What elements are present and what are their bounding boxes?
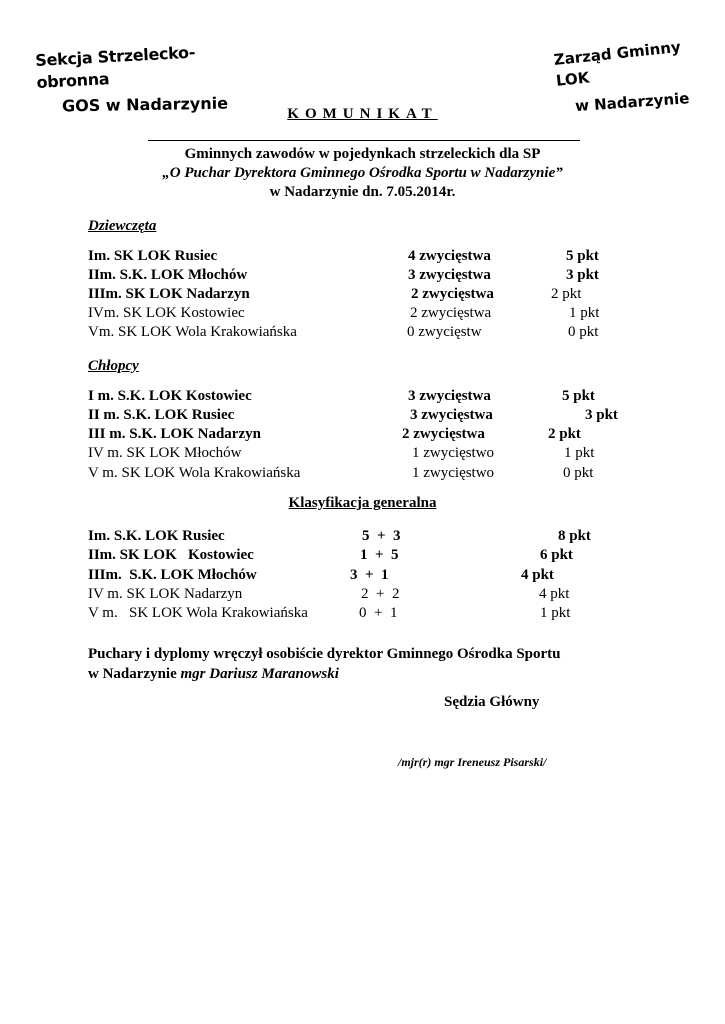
general-row-place: IIm. SK LOK Kostowiec — [88, 547, 254, 563]
general-row-points: 4 pkt — [521, 567, 554, 583]
boys-row-points: 0 pkt — [563, 465, 594, 481]
boys-row — [0, 426, 725, 445]
general-row-place: IV m. SK LOK Nadarzyn — [88, 586, 243, 602]
boys-row-place: IV m. SK LOK Młochów — [88, 445, 242, 461]
boys-row-wins: 1 zwycięstwo — [412, 445, 495, 461]
boys-row-place: V m. SK LOK Wola Krakowiańska — [88, 465, 301, 481]
organizer-left-line1: Sekcja Strzelecko-obronna — [34, 42, 196, 92]
girls-row-points: 2 pkt — [551, 286, 582, 302]
general-row-sum: 0 + 1 — [359, 605, 398, 621]
general-row — [0, 567, 725, 586]
girls-row-points: 1 pkt — [569, 305, 600, 321]
girls-section-title: Dziewczęta — [88, 218, 157, 234]
boys-row-wins: 3 zwycięstwa — [410, 407, 493, 423]
head-judge-name: /mjr(r) mgr Ireneusz Pisarski/ — [398, 755, 547, 769]
organizer-right-line1: Zarząd Gminny LOK — [552, 37, 682, 90]
general-row-points: 6 pkt — [540, 547, 573, 563]
boys-row — [0, 388, 725, 407]
general-row-place: IIIm. S.K. LOK Młochów — [88, 567, 257, 583]
girls-row-place: IVm. SK LOK Kostowiec — [88, 305, 245, 321]
girls-row-wins: 2 zwycięstwa — [411, 286, 494, 302]
girls-row — [0, 267, 725, 286]
girls-row-wins: 2 zwycięstwa — [410, 305, 492, 321]
girls-row — [0, 305, 725, 324]
closing-line2 — [88, 664, 688, 684]
girls-row-place: IIm. S.K. LOK Młochów — [88, 267, 248, 283]
director-name: mgr Dariusz Maranowski — [180, 666, 339, 682]
girls-row — [0, 324, 725, 343]
general-row-place: V m. SK LOK Wola Krakowiańska — [88, 605, 308, 621]
boys-row — [0, 445, 725, 464]
organizer-right-header — [552, 37, 695, 116]
boys-row-points: 5 pkt — [562, 388, 595, 404]
general-row — [0, 586, 725, 605]
girls-row-wins: 4 zwycięstwa — [408, 248, 491, 264]
boys-row-place: I m. S.K. LOK Kostowiec — [88, 388, 252, 404]
general-row-place: Im. S.K. LOK Rusiec — [88, 528, 225, 544]
girls-row-place: Im. SK LOK Rusiec — [88, 248, 218, 264]
boys-row-wins: 1 zwycięstwo — [412, 465, 495, 481]
boys-row — [0, 407, 725, 426]
boys-section-title: Chłopcy — [88, 358, 139, 374]
boys-row-wins: 2 zwycięstwa — [402, 426, 485, 442]
closing-paragraph — [88, 644, 688, 684]
general-row-points: 8 pkt — [558, 528, 591, 544]
girls-row-points: 0 pkt — [568, 324, 599, 340]
girls-row-place: Vm. SK LOK Wola Krakowiańska — [88, 324, 297, 340]
general-row-sum: 2 + 2 — [361, 586, 400, 602]
boys-row-points: 1 pkt — [564, 445, 595, 461]
boys-row-place: II m. S.K. LOK Rusiec — [88, 407, 235, 423]
head-judge-title: Sędzia Główny — [444, 694, 540, 710]
organizer-left-line2: GOS w Nadarzynie — [61, 93, 229, 116]
boys-row-points: 3 pkt — [585, 407, 618, 423]
general-row-sum: 1 + 5 — [360, 547, 399, 563]
boys-row-place: III m. S.K. LOK Nadarzyn — [88, 426, 261, 442]
closing-line1: Puchary i dyplomy wręczył osobiście dyrektor Gminnego Ośrodka Sportu — [88, 646, 561, 662]
girls-row-wins: 0 zwycięstw — [407, 324, 482, 340]
general-row-points: 1 pkt — [540, 605, 571, 621]
general-row — [0, 605, 725, 624]
general-row-sum: 3 + 1 — [350, 567, 389, 583]
general-row — [0, 528, 725, 547]
girls-row — [0, 248, 725, 267]
boys-row-wins: 3 zwycięstwa — [408, 388, 491, 404]
girls-row-points: 5 pkt — [566, 248, 599, 264]
girls-row-points: 3 pkt — [566, 267, 599, 283]
girls-row-wins: 3 zwycięstwa — [408, 267, 491, 283]
general-row-points: 4 pkt — [539, 586, 570, 602]
closing-line2-prefix: w Nadarzynie — [88, 666, 181, 682]
boys-row — [0, 465, 725, 484]
subtitle-line2: „O Puchar Dyrektora Gminnego Ośrodka Sportu w Nadarzynie” — [162, 165, 563, 181]
organizer-right-line2: w Nadarzynie — [574, 89, 690, 116]
general-row-sum: 5 + 3 — [362, 528, 401, 544]
general-row — [0, 547, 725, 566]
subtitle-line1: Gminnych zawodów w pojedynkach strzeleckich dla SP — [184, 146, 541, 162]
girls-row-place: IIIm. SK LOK Nadarzyn — [88, 286, 250, 302]
title-divider — [148, 140, 580, 141]
document-title: KOMUNIKAT — [287, 106, 438, 122]
girls-row — [0, 286, 725, 305]
general-classification-title: Klasyfikacja generalna — [288, 495, 437, 511]
subtitle-line3: w Nadarzynie dn. 7.05.2014r. — [269, 184, 456, 200]
boys-row-points: 2 pkt — [548, 426, 581, 442]
